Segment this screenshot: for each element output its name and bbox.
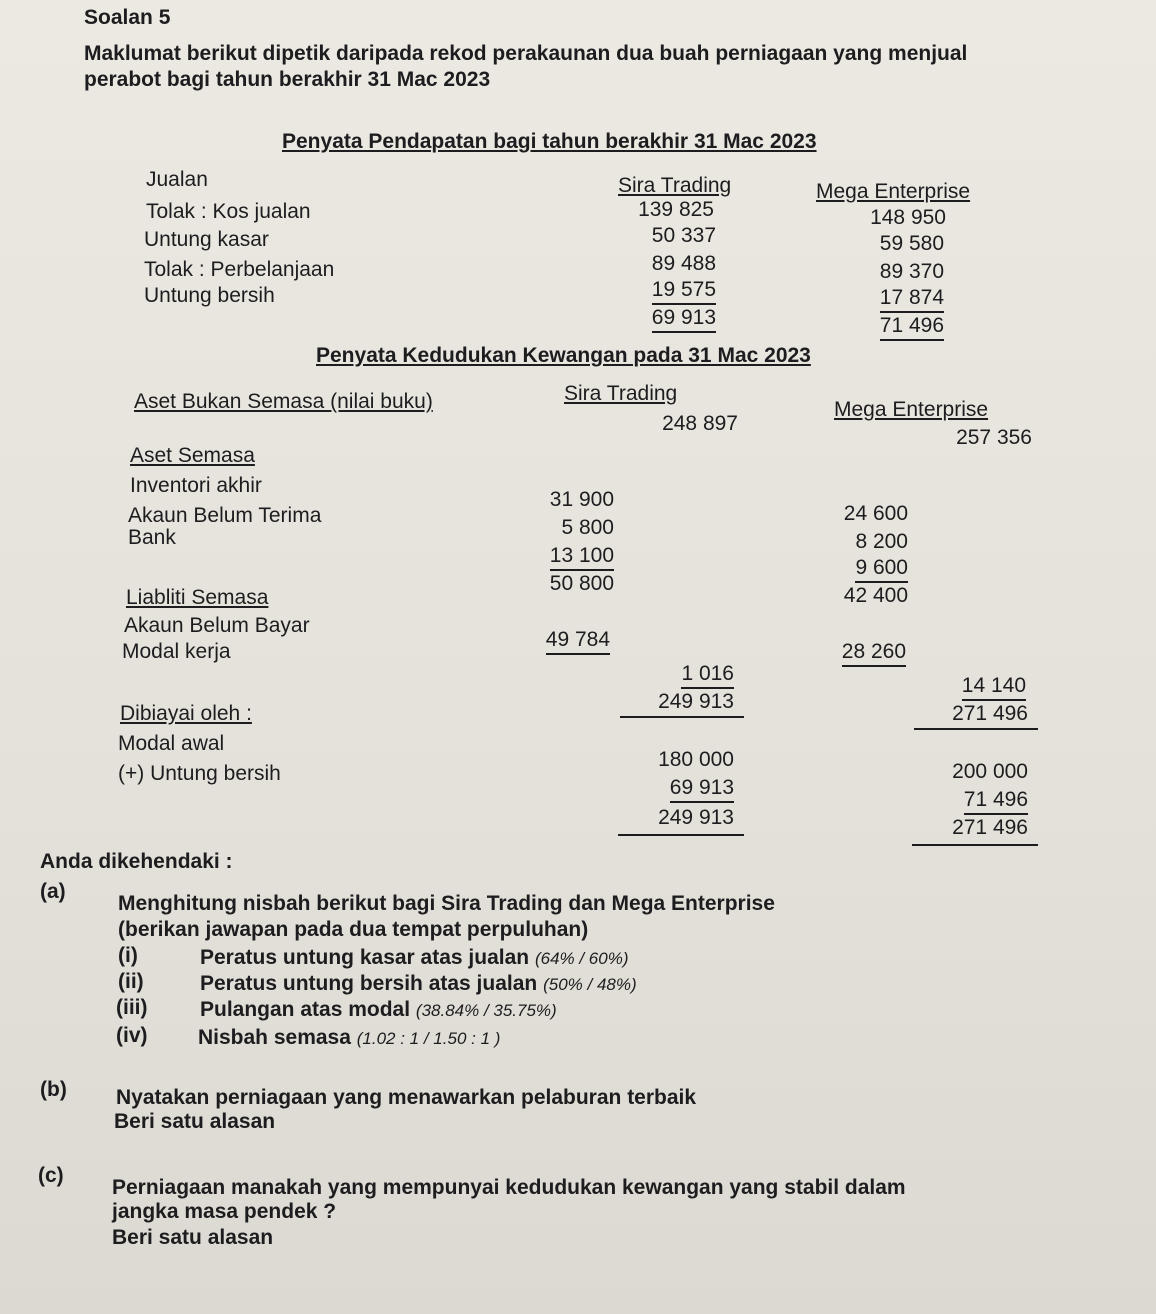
working-capital-mega: 14 140 — [962, 674, 1026, 701]
question-title: Soalan 5 — [84, 6, 171, 29]
inventory-label: Inventori akhir — [130, 474, 262, 497]
current-assets-total-mega: 42 400 — [843, 584, 908, 607]
total-capital-sira-rule — [618, 834, 744, 836]
item-iii-row — [200, 998, 557, 1023]
income-mega-net: 71 496 — [880, 314, 944, 341]
item-iii-hint: (38.84% / 35.75%) — [415, 1001, 557, 1020]
income-col-mega: Mega Enterprise — [816, 180, 971, 203]
question-a-text: Menghitung nisbah berikut bagi Sira Trading dan Mega Enterprise — [118, 892, 775, 915]
item-ii-row — [200, 972, 637, 997]
non-current-assets-label: Aset Bukan Semasa (nilai buku) — [134, 390, 433, 413]
intro-line-2: perabot bagi tahun berakhir 31 Mac 2023 — [84, 68, 491, 91]
income-mega-gross: 89 370 — [879, 260, 944, 283]
item-i-row — [200, 946, 629, 971]
receivables-sira: 5 800 — [561, 516, 614, 539]
opening-capital-label: Modal awal — [118, 732, 225, 755]
total-capital-mega: 271 496 — [952, 816, 1028, 839]
income-mega-cogs: 59 580 — [879, 232, 944, 255]
item-ii-hint: (50% / 48%) — [543, 975, 637, 994]
item-i-hint: (64% / 60%) — [534, 949, 629, 968]
question-c-text-1: Perniagaan manakah yang mempunyai kedudukan kewangan yang stabil dalam — [112, 1176, 906, 1199]
payables-sira: 49 784 — [546, 628, 610, 655]
question-b-label: (b) — [40, 1078, 67, 1101]
opening-capital-sira: 180 000 — [658, 748, 734, 771]
bank-label: Bank — [128, 526, 176, 549]
receivables-label: Akaun Belum Terima — [128, 504, 322, 527]
opening-capital-mega: 200 000 — [952, 760, 1028, 783]
non-current-mega: 257 356 — [956, 426, 1032, 449]
net-profit-mega: 71 496 — [964, 788, 1028, 815]
income-label-gross: Untung kasar — [144, 228, 269, 251]
total-assets-mega: 271 496 — [952, 702, 1028, 725]
bank-mega: 9 600 — [855, 556, 908, 583]
question-b-text: Nyatakan perniagaan yang menawarkan pelaburan terbaik — [116, 1086, 697, 1109]
item-iv-row — [198, 1026, 500, 1051]
item-i-text: Peratus untung kasar atas jualan — [200, 946, 530, 969]
item-iii-num: (iii) — [116, 996, 148, 1019]
current-assets-total-sira: 50 800 — [549, 572, 614, 595]
item-iv-text: Nisbah semasa — [198, 1026, 351, 1049]
balance-col-mega: Mega Enterprise — [834, 398, 989, 421]
question-c-reason: Beri satu alasan — [112, 1226, 274, 1249]
income-label-net: Untung bersih — [144, 284, 275, 307]
item-i-num: (i) — [118, 944, 138, 967]
bank-sira: 13 100 — [550, 544, 614, 571]
income-label-expenses: Tolak : Perbelanjaan — [144, 258, 335, 281]
working-capital-sira: 1 016 — [681, 662, 734, 689]
current-assets-label: Aset Semasa — [130, 444, 255, 467]
question-a-label: (a) — [40, 880, 66, 903]
item-iii-text: Pulangan atas modal — [200, 998, 411, 1021]
income-sira-gross: 89 488 — [651, 252, 716, 275]
net-profit-sira: 69 913 — [670, 776, 734, 803]
questions-intro: Anda dikehendaki : — [40, 850, 233, 873]
question-a-note: (berikan jawapan pada dua tempat perpuluhan) — [118, 918, 589, 941]
payables-label: Akaun Belum Bayar — [124, 614, 310, 637]
income-label-sales: Jualan — [146, 168, 208, 191]
balance-col-sira: Sira Trading — [564, 382, 678, 405]
total-assets-sira-rule — [620, 716, 744, 718]
question-c-text-2: jangka masa pendek ? — [112, 1200, 337, 1223]
balance-sheet-heading: Penyata Kedudukan Kewangan pada 31 Mac 2023 — [316, 344, 811, 367]
total-assets-mega-rule — [914, 728, 1038, 730]
income-statement-heading: Penyata Pendapatan bagi tahun berakhir 31 Mac 2023 — [282, 130, 817, 153]
total-capital-mega-rule — [912, 844, 1038, 846]
payables-mega: 28 260 — [842, 640, 906, 667]
item-iv-hint: (1.02 : 1 / 1.50 : 1 ) — [356, 1029, 501, 1048]
item-ii-num: (ii) — [118, 970, 144, 993]
current-liabilities-label: Liabliti Semasa — [126, 586, 269, 609]
total-assets-sira: 249 913 — [658, 690, 734, 713]
net-profit-label: (+) Untung bersih — [118, 762, 281, 785]
income-mega-sales: 148 950 — [870, 206, 946, 229]
inventory-mega: 24 600 — [843, 502, 908, 525]
inventory-sira: 31 900 — [549, 488, 614, 511]
income-sira-expenses: 19 575 — [652, 278, 716, 305]
item-iv-num: (iv) — [116, 1024, 148, 1047]
financed-by-label: Dibiayai oleh : — [120, 702, 252, 725]
total-capital-sira: 249 913 — [658, 806, 734, 829]
question-c-label: (c) — [38, 1164, 64, 1187]
working-capital-label: Modal kerja — [122, 640, 231, 663]
intro-line-1: Maklumat berikut dipetik daripada rekod perakaunan dua buah perniagaan yang menjual — [84, 42, 968, 65]
item-ii-text: Peratus untung bersih atas jualan — [200, 972, 538, 995]
non-current-sira: 248 897 — [662, 412, 738, 435]
receivables-mega: 8 200 — [855, 530, 908, 553]
income-col-sira: Sira Trading — [618, 174, 732, 197]
income-sira-net: 69 913 — [652, 306, 716, 333]
income-label-cogs: Tolak : Kos jualan — [146, 200, 311, 223]
income-sira-sales: 139 825 — [638, 198, 714, 221]
question-b-reason: Beri satu alasan — [114, 1110, 276, 1133]
income-sira-cogs: 50 337 — [651, 224, 716, 247]
income-mega-expenses: 17 874 — [880, 286, 944, 313]
